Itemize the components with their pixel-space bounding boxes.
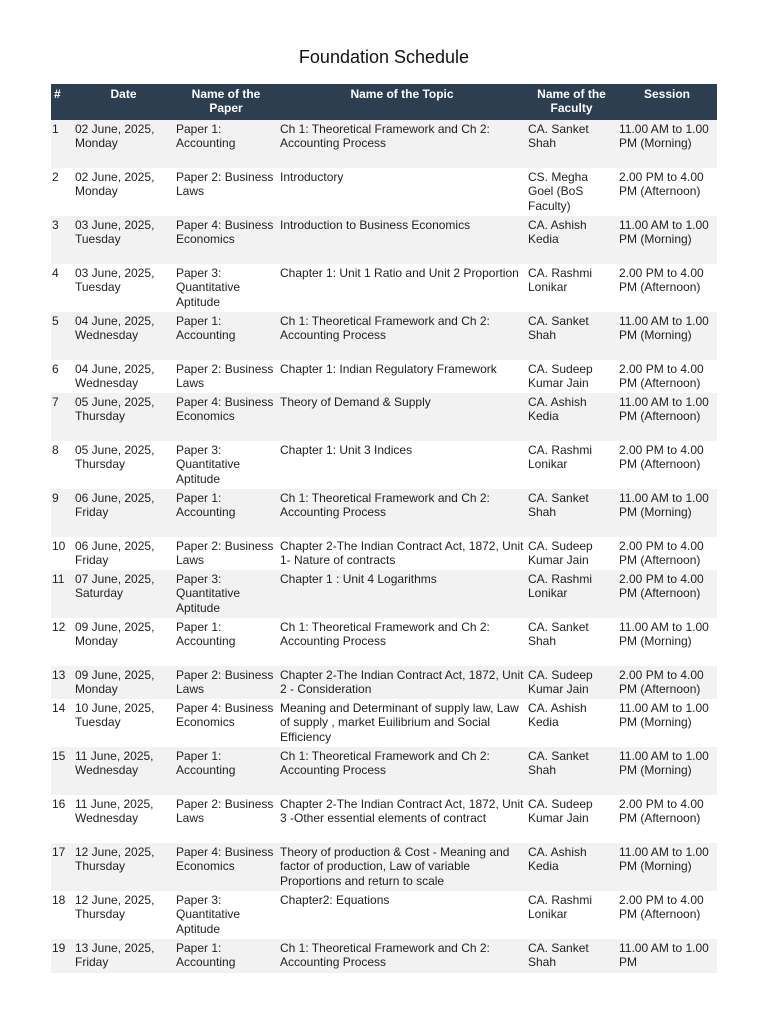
table-row (51, 360, 717, 393)
header-session: Session (617, 84, 717, 120)
cell-date: 11 June, 2025, Wednesday (73, 747, 174, 795)
cell-topic: Chapter 2-The Indian Contract Act, 1872, Unit 2 - Consideration (278, 666, 526, 699)
cell-number: 14 (51, 699, 73, 747)
cell-topic: Chapter 1: Unit 3 Indices (278, 441, 526, 489)
cell-topic: Chapter 1 : Unit 4 Logarithms (278, 570, 526, 618)
cell-paper: Paper 2: Business Laws (174, 168, 278, 216)
cell-faculty: CA. Rashmi Lonikar (526, 570, 617, 618)
cell-topic: Theory of production & Cost - Meaning and factor of production, Law of variable Proportions and return to scale (278, 843, 526, 891)
cell-topic: Ch 1: Theoretical Framework and Ch 2: Accounting Process (278, 312, 526, 360)
schedule-table (51, 84, 717, 973)
cell-paper: Paper 1: Accounting (174, 939, 278, 973)
cell-session: 2.00 PM to 4.00 PM (Afternoon) (617, 360, 717, 393)
cell-number: 10 (51, 537, 73, 570)
cell-session: 2.00 PM to 4.00 PM (Afternoon) (617, 441, 717, 489)
table-row (51, 264, 717, 312)
cell-faculty: CA. Sudeep Kumar Jain (526, 537, 617, 570)
cell-topic: Chapter 2-The Indian Contract Act, 1872, Unit 3 -Other essential elements of contract (278, 795, 526, 843)
cell-date: 04 June, 2025, Wednesday (73, 312, 174, 360)
cell-faculty: CA. Sanket Shah (526, 489, 617, 537)
header-faculty: Name of the Faculty (526, 84, 617, 120)
cell-number: 16 (51, 795, 73, 843)
cell-session: 11.00 AM to 1.00 PM (Morning) (617, 489, 717, 537)
cell-date: 06 June, 2025, Friday (73, 537, 174, 570)
cell-number: 19 (51, 939, 73, 973)
cell-session: 11.00 AM to 1.00 PM (Afternoon) (617, 393, 717, 441)
cell-session: 2.00 PM to 4.00 PM (Afternoon) (617, 168, 717, 216)
cell-topic: Chapter2: Equations (278, 891, 526, 939)
table-row (51, 216, 717, 264)
cell-faculty: CA. Rashmi Lonikar (526, 264, 617, 312)
cell-paper: Paper 3: Quantitative Aptitude (174, 264, 278, 312)
cell-topic: Ch 1: Theoretical Framework and Ch 2: Accounting Process (278, 489, 526, 537)
cell-session: 11.00 AM to 1.00 PM (Morning) (617, 699, 717, 747)
cell-session: 2.00 PM to 4.00 PM (Afternoon) (617, 666, 717, 699)
cell-session: 11.00 AM to 1.00 PM (Morning) (617, 747, 717, 795)
cell-topic: Ch 1: Theoretical Framework and Ch 2: Accounting Process (278, 618, 526, 666)
cell-date: 03 June, 2025, Tuesday (73, 216, 174, 264)
header-paper: Name of the Paper (174, 84, 278, 120)
header-number: # (51, 84, 73, 120)
table-row (51, 666, 717, 699)
cell-topic: Ch 1: Theoretical Framework and Ch 2: Accounting Process (278, 120, 526, 168)
cell-number: 15 (51, 747, 73, 795)
cell-paper: Paper 1: Accounting (174, 120, 278, 168)
cell-topic: Chapter 1: Unit 1 Ratio and Unit 2 Proportion (278, 264, 526, 312)
cell-faculty: CS. Megha Goel (BoS Faculty) (526, 168, 617, 216)
cell-date: 09 June, 2025, Monday (73, 618, 174, 666)
cell-date: 05 June, 2025, Thursday (73, 441, 174, 489)
cell-paper: Paper 3: Quantitative Aptitude (174, 570, 278, 618)
cell-date: 07 June, 2025, Saturday (73, 570, 174, 618)
table-row (51, 699, 717, 747)
cell-paper: Paper 1: Accounting (174, 618, 278, 666)
cell-session: 11.00 AM to 1.00 PM (Morning) (617, 120, 717, 168)
cell-faculty: CA. Sanket Shah (526, 618, 617, 666)
header-topic: Name of the Topic (278, 84, 526, 120)
cell-paper: Paper 1: Accounting (174, 747, 278, 795)
cell-paper: Paper 3: Quantitative Aptitude (174, 441, 278, 489)
cell-number: 8 (51, 441, 73, 489)
table-row (51, 537, 717, 570)
cell-date: 03 June, 2025, Tuesday (73, 264, 174, 312)
cell-faculty: CA. Ashish Kedia (526, 843, 617, 891)
cell-faculty: CA. Ashish Kedia (526, 393, 617, 441)
page-title: Foundation Schedule (298, 47, 470, 67)
table-row (51, 795, 717, 843)
cell-faculty: CA. Ashish Kedia (526, 699, 617, 747)
cell-number: 7 (51, 393, 73, 441)
cell-number: 6 (51, 360, 73, 393)
cell-faculty: CA. Sanket Shah (526, 312, 617, 360)
cell-date: 13 June, 2025, Friday (73, 939, 174, 973)
cell-session: 11.00 AM to 1.00 PM (Morning) (617, 216, 717, 264)
cell-number: 17 (51, 843, 73, 891)
cell-date: 10 June, 2025, Tuesday (73, 699, 174, 747)
cell-topic: Theory of Demand & Supply (278, 393, 526, 441)
cell-session: 2.00 PM to 4.00 PM (Afternoon) (617, 795, 717, 843)
cell-number: 13 (51, 666, 73, 699)
cell-topic: Introduction to Business Economics (278, 216, 526, 264)
cell-date: 02 June, 2025, Monday (73, 168, 174, 216)
cell-number: 18 (51, 891, 73, 939)
cell-faculty: CA. Sudeep Kumar Jain (526, 795, 617, 843)
table-row (51, 747, 717, 795)
cell-number: 2 (51, 168, 73, 216)
cell-session: 11.00 AM to 1.00 PM (Morning) (617, 843, 717, 891)
cell-number: 9 (51, 489, 73, 537)
header-date: Date (73, 84, 174, 120)
cell-paper: Paper 4: Business Economics (174, 393, 278, 441)
table-row (51, 618, 717, 666)
cell-number: 4 (51, 264, 73, 312)
cell-paper: Paper 4: Business Economics (174, 843, 278, 891)
cell-number: 11 (51, 570, 73, 618)
cell-paper: Paper 3: Quantitative Aptitude (174, 891, 278, 939)
cell-date: 12 June, 2025, Thursday (73, 891, 174, 939)
table-body (51, 120, 717, 973)
table-row (51, 312, 717, 360)
cell-faculty: CA. Ashish Kedia (526, 216, 617, 264)
table-row (51, 570, 717, 618)
cell-session: 11.00 AM to 1.00 PM (Morning) (617, 618, 717, 666)
table-row (51, 939, 717, 973)
cell-faculty: CA. Sanket Shah (526, 120, 617, 168)
cell-paper: Paper 2: Business Laws (174, 360, 278, 393)
table-row (51, 120, 717, 168)
cell-date: 09 June, 2025, Monday (73, 666, 174, 699)
cell-session: 2.00 PM to 4.00 PM (Afternoon) (617, 537, 717, 570)
cell-date: 04 June, 2025, Wednesday (73, 360, 174, 393)
cell-session: 2.00 PM to 4.00 PM (Afternoon) (617, 891, 717, 939)
table-row (51, 891, 717, 939)
cell-number: 3 (51, 216, 73, 264)
cell-date: 11 June, 2025, Wednesday (73, 795, 174, 843)
cell-date: 12 June, 2025, Thursday (73, 843, 174, 891)
cell-topic: Chapter 1: Indian Regulatory Framework (278, 360, 526, 393)
table-row (51, 441, 717, 489)
cell-number: 5 (51, 312, 73, 360)
table-header (51, 84, 717, 120)
cell-faculty: CA. Sudeep Kumar Jain (526, 666, 617, 699)
cell-paper: Paper 1: Accounting (174, 489, 278, 537)
cell-date: 05 June, 2025, Thursday (73, 393, 174, 441)
table-row (51, 843, 717, 891)
cell-paper: Paper 4: Business Economics (174, 699, 278, 747)
table-row (51, 393, 717, 441)
cell-date: 02 June, 2025, Monday (73, 120, 174, 168)
cell-paper: Paper 2: Business Laws (174, 537, 278, 570)
cell-session: 2.00 PM to 4.00 PM (Afternoon) (617, 570, 717, 618)
cell-session: 2.00 PM to 4.00 PM (Afternoon) (617, 264, 717, 312)
cell-topic: Meaning and Determinant of supply law, Law of supply , market Euilibrium and Social Efficiency (278, 699, 526, 747)
header-row (51, 84, 717, 120)
cell-date: 06 June, 2025, Friday (73, 489, 174, 537)
cell-topic: Chapter 2-The Indian Contract Act, 1872, Unit 1- Nature of contracts (278, 537, 526, 570)
cell-session: 11.00 AM to 1.00 PM (617, 939, 717, 973)
cell-number: 1 (51, 120, 73, 168)
cell-topic: Introductory (278, 168, 526, 216)
cell-paper: Paper 4: Business Economics (174, 216, 278, 264)
cell-paper: Paper 2: Business Laws (174, 795, 278, 843)
table-row (51, 168, 717, 216)
cell-paper: Paper 1: Accounting (174, 312, 278, 360)
cell-topic: Ch 1: Theoretical Framework and Ch 2: Accounting Process (278, 939, 526, 973)
cell-number: 12 (51, 618, 73, 666)
cell-faculty: CA. Sanket Shah (526, 939, 617, 973)
cell-topic: Ch 1: Theoretical Framework and Ch 2: Accounting Process (278, 747, 526, 795)
table-row (51, 489, 717, 537)
cell-faculty: CA. Rashmi Lonikar (526, 441, 617, 489)
cell-paper: Paper 2: Business Laws (174, 666, 278, 699)
cell-session: 11.00 AM to 1.00 PM (Morning) (617, 312, 717, 360)
cell-faculty: CA. Sudeep Kumar Jain (526, 360, 617, 393)
cell-faculty: CA. Sanket Shah (526, 747, 617, 795)
cell-faculty: CA. Rashmi Lonikar (526, 891, 617, 939)
